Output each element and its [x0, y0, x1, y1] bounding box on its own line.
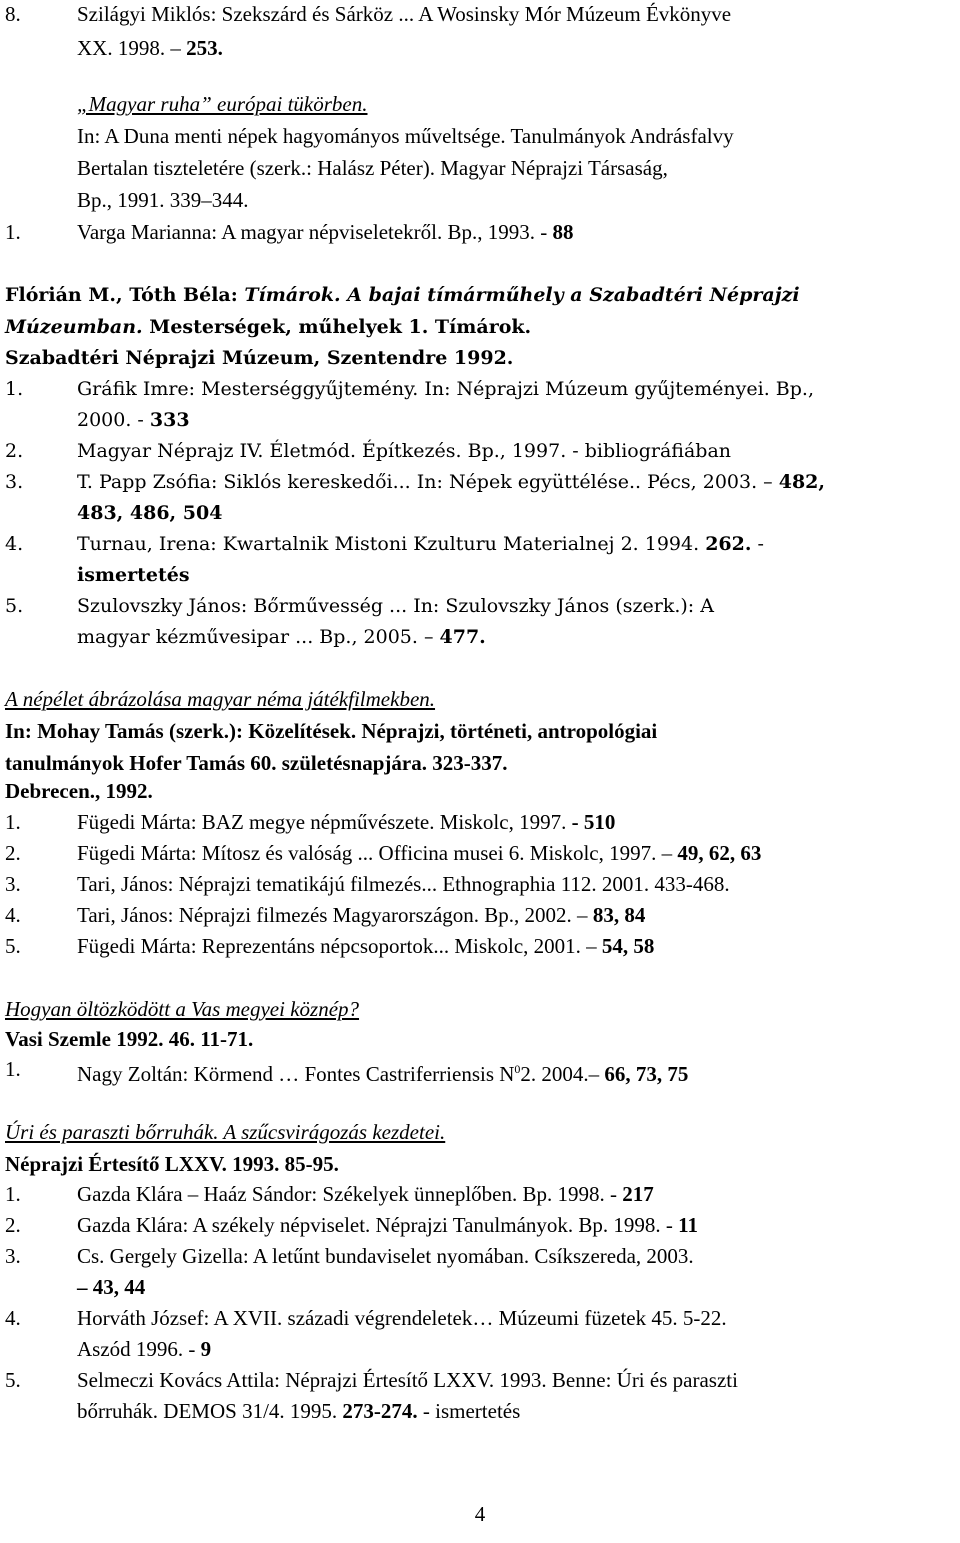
list-item-continuation — [0, 562, 960, 588]
item-number: 4. — [5, 903, 21, 927]
item-text: Gazda Klára – Haáz Sándor: Székelyek ünneplőben. Bp. 1998. - — [77, 1182, 623, 1206]
section-title — [0, 281, 960, 307]
page-reference: 11 — [678, 1213, 698, 1237]
list-item — [0, 1, 960, 27]
source-text: In: A Duna menti népek hagyományos műveltsége. Tanulmányok Andrásfalvy — [77, 124, 734, 148]
list-item-continuation — [0, 624, 960, 650]
item-text: Turnau, Irena: Kwartalnik Mistoni Kzulturu Materialnej 2. 1994. — [77, 533, 706, 555]
list-item — [0, 933, 960, 959]
list-item — [0, 531, 960, 557]
section-source — [0, 345, 960, 371]
page-reference: – 43, 44 — [77, 1275, 146, 1299]
list-item-continuation — [0, 1398, 960, 1424]
list-item-continuation — [0, 1336, 960, 1362]
item-text: - ismertetés — [417, 1399, 521, 1423]
item-number: 2. — [5, 841, 21, 865]
section-title-text: „Magyar ruha” európai tükörben. — [77, 92, 368, 116]
source-text: Bertalan tiszteletére (szerk.: Halász Péter). Magyar Néprajzi Társaság, — [77, 156, 668, 180]
section-source — [0, 718, 960, 744]
list-item-continuation — [0, 407, 960, 433]
section-source — [0, 155, 960, 181]
section-title — [0, 313, 960, 339]
item-number: 5. — [5, 1368, 21, 1392]
item-number: 1. — [5, 1057, 21, 1081]
page-reference: - 510 — [571, 810, 616, 834]
item-text: bőrruhák. DEMOS 31/4. 1995. — [77, 1399, 343, 1423]
page-reference: 83, 84 — [592, 903, 646, 927]
list-item — [0, 1212, 960, 1238]
list-item — [0, 1367, 960, 1393]
item-text: Horváth József: A XVII. századi végrendeletek… Múzeumi füzetek 45. 5-22. — [77, 1306, 727, 1330]
item-text: Szilágyi Miklós: Szekszárd és Sárköz ... A Wosinsky Mór Múzeum Évkönyve — [77, 2, 732, 26]
item-number: 5. — [5, 595, 24, 617]
item-text: Aszód 1996. - — [77, 1337, 201, 1361]
source-text: Néprajzi Értesítő LXXV. 1993. 85-95. — [5, 1152, 339, 1176]
section-title-text: A népélet ábrázolása magyar néma játékfilmekben. — [5, 687, 436, 711]
item-text: 2. 2004.– — [520, 1062, 605, 1086]
list-item — [0, 871, 960, 897]
item-number: 1. — [5, 1182, 21, 1206]
section-source — [0, 1151, 960, 1177]
item-text: magyar kézművesipar ... Bp., 2005. – — [77, 626, 440, 648]
item-number: 4. — [5, 533, 24, 555]
page-reference: 88 — [552, 220, 574, 244]
page-reference: 333 — [149, 409, 190, 431]
item-number: 1. — [5, 378, 24, 400]
item-number: 3. — [5, 872, 21, 896]
item-text: Magyar Néprajz IV. Életmód. Építkezés. Bp., 1997. - bibliográfiában — [77, 440, 732, 462]
item-text: Tari, János: Néprajzi tematikájú filmezés... Ethnographia 112. 2001. 433-468. — [77, 872, 730, 896]
page-reference: 9 — [200, 1337, 212, 1361]
list-item — [0, 1181, 960, 1207]
list-item — [0, 219, 960, 245]
item-text: - — [751, 533, 764, 555]
section-title-text: Tímárok. A bajai tímárműhely a Szabadtéri Néprajzi — [244, 284, 800, 306]
list-item-continuation — [0, 500, 960, 526]
item-number: 8. — [5, 2, 21, 26]
page-reference: 273-274. — [342, 1399, 418, 1423]
item-number: 5. — [5, 934, 21, 958]
item-number: 4. — [5, 1306, 21, 1330]
list-item — [0, 593, 960, 619]
page-reference: 262. — [705, 533, 752, 555]
page-reference: 54, 58 — [601, 934, 655, 958]
section-publisher: Szabadtéri Néprajzi Múzeum, Szentendre 1992. — [5, 347, 514, 369]
item-text: Gráfik Imre: Mesterséggyűjtemény. In: Néprajzi Múzeum gyűjteményei. Bp., — [77, 378, 814, 400]
section-title — [0, 996, 960, 1022]
list-item — [0, 376, 960, 402]
source-text: tanulmányok Hofer Tamás 60. születésnapjára. 323-337. — [5, 751, 508, 775]
section-title-text: Úri és paraszti bőrruhák. A szűcsvirágozás kezdetei. — [5, 1120, 446, 1144]
list-item-continuation — [0, 35, 960, 61]
item-text: Fügedi Márta: Reprezentáns népcsoportok... Miskolc, 2001. – — [77, 934, 602, 958]
list-item — [0, 1243, 960, 1269]
page-reference: 253. — [180, 36, 223, 60]
item-text: Tari, János: Néprajzi filmezés Magyarországon. Bp., 2002. – — [77, 903, 593, 927]
item-number: 2. — [5, 440, 24, 462]
item-text: Varga Marianna: A magyar népviseletekről. Bp., 1993. - — [77, 220, 553, 244]
page-reference: 482, — [778, 471, 825, 493]
section-source — [0, 750, 960, 776]
source-text: In: Mohay Tamás (szerk.): Közelítések. Néprajzi, történeti, antropológiai — [5, 719, 658, 743]
item-number: 3. — [5, 1244, 21, 1268]
section-title — [0, 686, 960, 712]
section-title — [0, 91, 960, 117]
page-reference: 477. — [439, 626, 486, 648]
item-text: Nagy Zoltán: Körmend … Fontes Castriferriensis N — [77, 1062, 515, 1086]
item-number: 2. — [5, 1213, 21, 1237]
superscript: 0 — [514, 1062, 521, 1076]
section-title-text: Múzeumban. — [5, 316, 143, 338]
section-source — [0, 778, 960, 804]
page-reference: 49, 62, 63 — [677, 841, 762, 865]
page-reference: 66, 73, 75 — [604, 1062, 689, 1086]
item-text: XX. 1998. – — [77, 36, 181, 60]
section-title — [0, 1119, 960, 1145]
source-text: Debrecen., 1992. — [5, 779, 153, 803]
list-item — [0, 902, 960, 928]
list-item-continuation — [0, 1274, 960, 1300]
source-line — [77, 123, 952, 149]
list-item — [0, 809, 960, 835]
section-source — [0, 1026, 960, 1052]
section-source — [0, 123, 960, 149]
item-number: 1. — [5, 810, 21, 834]
page-reference: 483, 486, 504 — [77, 502, 223, 524]
item-text: Selmeczi Kovács Attila: Néprajzi Értesítő LXXV. 1993. Benne: Úri és paraszti — [77, 1368, 738, 1392]
section-source — [0, 187, 960, 213]
source-text: Vasi Szemle 1992. 46. 11-71. — [5, 1027, 254, 1051]
item-text: Szulovszky János: Bőrművesség ... In: Szulovszky János (szerk.): A — [77, 595, 714, 617]
list-item — [0, 1305, 960, 1331]
section-author: Flórián M., Tóth Béla: — [5, 284, 245, 306]
list-item — [0, 1056, 960, 1086]
item-number: 3. — [5, 471, 24, 493]
item-number: 1. — [5, 220, 21, 244]
list-item — [0, 469, 960, 495]
item-text: 2000. - — [77, 409, 150, 431]
item-text: Cs. Gergely Gizella: A letűnt bundaviselet nyomában. Csíkszereda, 2003. — [77, 1244, 694, 1268]
item-note: ismertetés — [77, 564, 190, 586]
item-text: Gazda Klára: A székely népviselet. Néprajzi Tanulmányok. Bp. 1998. - — [77, 1213, 679, 1237]
list-item — [0, 840, 960, 866]
item-text: Fügedi Márta: Mítosz és valóság ... Officina musei 6. Miskolc, 1997. – — [77, 841, 678, 865]
item-text: T. Papp Zsófia: Siklós kereskedői... In: Népek együttélése.. Pécs, 2003. – — [77, 471, 779, 493]
source-text: Bp., 1991. 339–344. — [77, 188, 249, 212]
page-reference: 217 — [622, 1182, 654, 1206]
section-series: Mesterségek, műhelyek 1. Tímárok. — [142, 316, 532, 338]
page-number: 4 — [474, 1502, 486, 1526]
section-title-text: Hogyan öltözködött a Vas megyei köznép? — [5, 997, 360, 1021]
item-text: Fügedi Márta: BAZ megye népművészete. Miskolc, 1997. — [77, 810, 572, 834]
list-item — [0, 438, 960, 464]
